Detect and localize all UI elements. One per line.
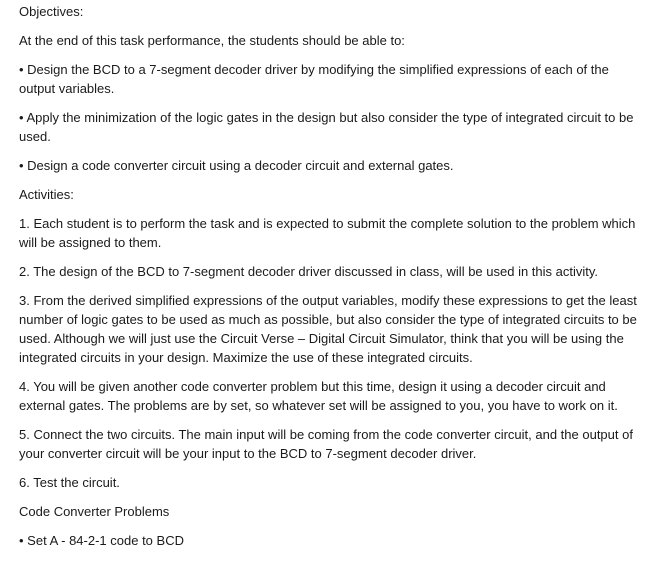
objective-item: • Apply the minimization of the logic gates in the design but also consider the type of integrated circuit to be used. (19, 110, 634, 144)
activity-item: 3. From the derived simplified expressions of the output variables, modify these expressions to get the least number of logic gates to be used as much as possible, but also consider the type of integrated circuits to be used. Although we will just use the Circuit Verse – Digital Circuit Simulator, think that you will be using the integrated circuits in your design. Maximize the use of these integrated circuits. (19, 293, 637, 365)
activity-item: 4. You will be given another code converter problem but this time, design it using a decoder circuit and external gates. The problems are by set, so whatever set will be assigned to you, you have to work on it. (19, 379, 618, 413)
problem-item: • Set A - 84-2-1 code to BCD (19, 533, 184, 548)
activity-item: 6. Test the circuit. (19, 475, 120, 490)
objective-item: • Design the BCD to a 7-segment decoder driver by modifying the simplified expressions of each of the output variables. (19, 62, 609, 96)
activity-item: 5. Connect the two circuits. The main input will be coming from the code converter circuit, and the output of your converter circuit will be your input to the BCD to 7-segment decoder driver. (19, 427, 633, 461)
activity-item: 1. Each student is to perform the task and is expected to submit the complete solution to the problem which will be assigned to them. (19, 216, 636, 250)
objectives-intro: At the end of this task performance, the students should be able to: (19, 33, 405, 48)
activities-heading: Activities: (19, 187, 74, 202)
objective-item: • Design a code converter circuit using a decoder circuit and external gates. (19, 158, 454, 173)
objectives-heading: Objectives: (19, 4, 84, 19)
activity-item: 2. The design of the BCD to 7-segment decoder driver discussed in class, will be used in this activity. (19, 264, 599, 279)
problems-heading: Code Converter Problems (19, 504, 170, 519)
